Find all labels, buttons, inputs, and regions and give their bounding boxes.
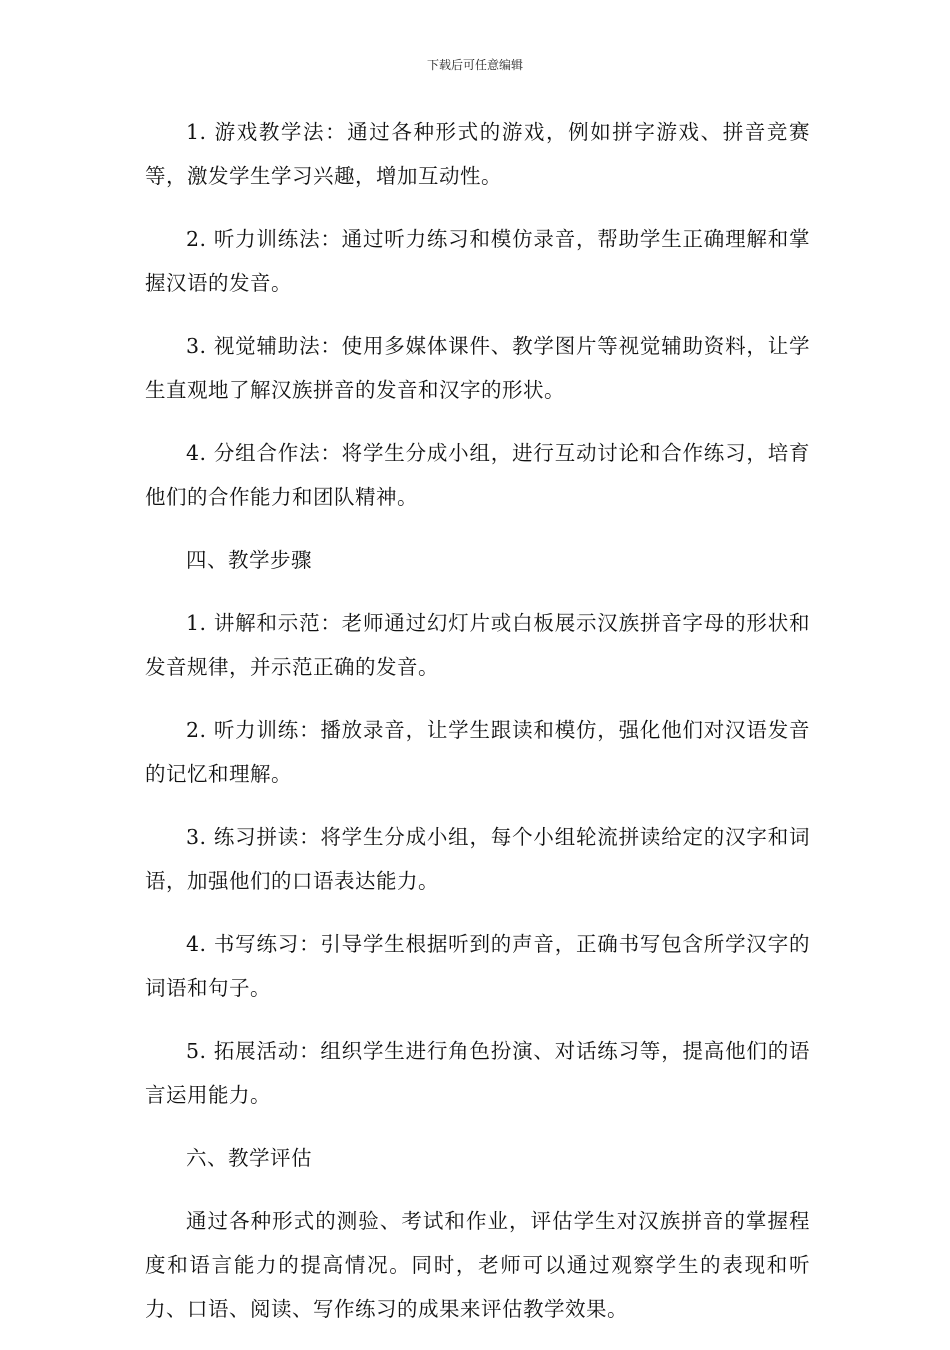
paragraph-method-group: 4. 分组合作法：将学生分成小组，进行互动讨论和合作练习，培育他们的合作能力和团队精神。 (145, 441, 810, 509)
paragraph-evaluation: 通过各种形式的测验、考试和作业，评估学生对汉族拼音的掌握程度和语言能力的提高情况。同时，老师可以通过观察学生的表现和听力、口语、阅读、写作练习的成果来评估教学效果。 (145, 1209, 810, 1321)
paragraph-step-explain: 1. 讲解和示范：老师通过幻灯片或白板展示汉族拼音字母的形状和发音规律，并示范正确的发音。 (145, 611, 810, 679)
section-heading-steps: 四、教学步骤 (186, 548, 312, 572)
paragraph-step-listening: 2. 听力训练：播放录音，让学生跟读和模仿，强化他们对汉语发音的记忆和理解。 (145, 718, 810, 786)
paragraph-step-reading: 3. 练习拼读：将学生分成小组，每个小组轮流拼读给定的汉字和词语，加强他们的口语表达能力。 (145, 825, 810, 893)
paragraph-method-visual: 3. 视觉辅助法：使用多媒体课件、教学图片等视觉辅助资料，让学生直观地了解汉族拼音的发音和汉字的形状。 (145, 334, 810, 402)
paragraph-method-game: 1. 游戏教学法：通过各种形式的游戏，例如拼字游戏、拼音竞赛等，激发学生学习兴趣，增加互动性。 (145, 120, 810, 188)
page-header-note: 下载后可任意编辑 (426, 58, 523, 72)
document-body (145, 110, 810, 1350)
paragraph-step-extension: 5. 拓展活动：组织学生进行角色扮演、对话练习等，提高他们的语言运用能力。 (145, 1039, 810, 1107)
paragraph-method-listening: 2. 听力训练法：通过听力练习和模仿录音，帮助学生正确理解和掌握汉语的发音。 (145, 227, 810, 295)
paragraph-step-writing: 4. 书写练习：引导学生根据听到的声音，正确书写包含所学汉字的词语和句子。 (145, 932, 810, 1000)
section-heading-evaluation: 六、教学评估 (186, 1146, 312, 1170)
